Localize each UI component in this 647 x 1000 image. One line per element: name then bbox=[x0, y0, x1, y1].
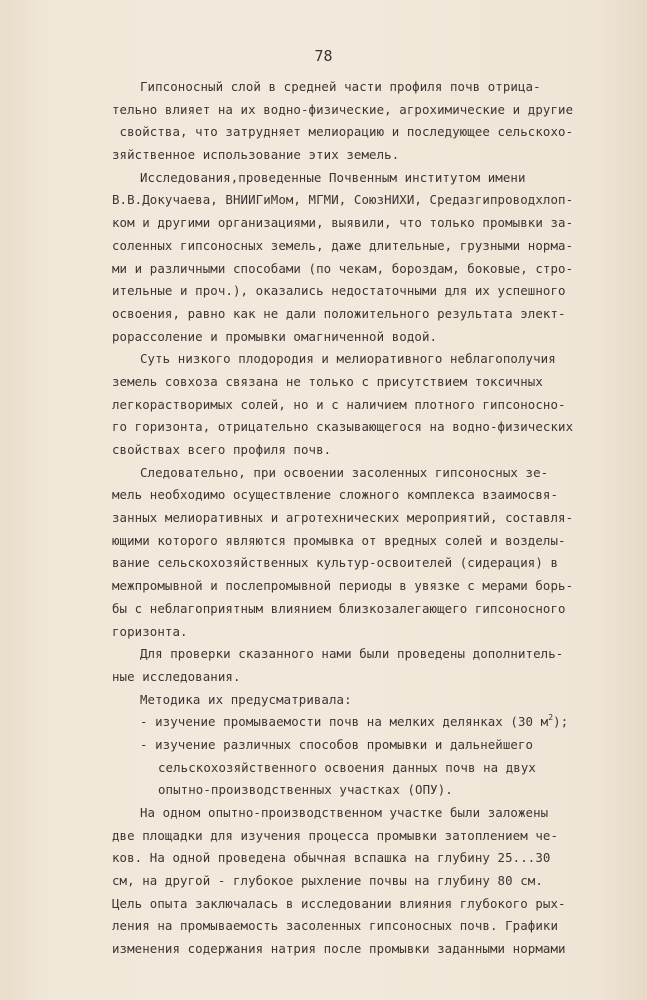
text-line-content: ми и различными способами (по чекам, бороздам, боковые, стро- bbox=[112, 260, 574, 276]
text-line-content: изменения содержания натрия после промывки заданными нормами bbox=[112, 941, 566, 957]
text-line bbox=[112, 915, 612, 938]
text-line-content: Следовательно, при освоении засоленных гипсоносных зе- bbox=[140, 464, 549, 480]
text-line-content: Исследования,проведенные Почвенным институтом имени bbox=[140, 169, 526, 185]
text-line bbox=[112, 280, 612, 303]
text-line bbox=[112, 212, 612, 235]
text-line-content: Цель опыта заключалась в исследовании влияния глубокого рых- bbox=[112, 895, 566, 911]
text-line-content: мель необходимо осуществление сложного комплекса взаимосвя- bbox=[112, 487, 559, 503]
text-line bbox=[112, 167, 612, 190]
text-line-content: рорассоление и промывки омагниченной водой. bbox=[112, 328, 438, 344]
text-line bbox=[112, 462, 612, 485]
text-line-content: свойствах всего профиля почв. bbox=[112, 442, 332, 457]
text-line-content: см, на другой - глубокое рыхление почвы на глубину 80 см. bbox=[112, 873, 543, 889]
text-line bbox=[112, 439, 612, 462]
text-line bbox=[112, 621, 612, 644]
text-line bbox=[112, 552, 612, 575]
text-line-content: - изучение промываемости почв на мелких делянках (30 м bbox=[140, 714, 549, 730]
text-line bbox=[112, 734, 612, 757]
text-line bbox=[112, 303, 612, 326]
text-line bbox=[112, 484, 612, 507]
text-line bbox=[112, 893, 612, 916]
text-line bbox=[112, 258, 612, 281]
superscript: 2 bbox=[548, 713, 554, 723]
text-line bbox=[112, 689, 612, 712]
text-line bbox=[112, 757, 612, 780]
text-line bbox=[112, 121, 612, 144]
text-line-tail: ); bbox=[553, 714, 569, 730]
text-line bbox=[112, 870, 612, 893]
text-line-content: Для проверки сказанного нами были проведены дополнитель- bbox=[140, 646, 564, 662]
text-line-content: - изучение различных способов промывки и дальнейшего bbox=[140, 736, 534, 752]
text-line bbox=[112, 598, 612, 621]
text-line-content: опытно-производственных участках (ОПУ). bbox=[158, 782, 453, 798]
text-line bbox=[112, 530, 612, 553]
text-line-content: Методика их предусматривала: bbox=[140, 691, 352, 707]
text-line-content: сельскохозяйственного освоения данных почв на двух bbox=[158, 759, 536, 775]
text-line-content: горизонта. bbox=[112, 623, 188, 639]
text-line-content: ков. На одной проведена обычная вспашка на глубину 25...30 bbox=[112, 850, 551, 866]
text-line-content: ющими которого являются промывка от вредных солей и возделы- bbox=[112, 532, 566, 548]
text-line bbox=[112, 326, 612, 349]
text-line bbox=[112, 779, 612, 802]
text-line bbox=[112, 371, 612, 394]
text-line-content: зяйственное использование этих земель. bbox=[112, 147, 400, 163]
text-line-content: тельно влияет на их водно-физические, агрохимические и другие bbox=[112, 101, 574, 117]
text-line bbox=[112, 144, 612, 167]
text-line bbox=[112, 394, 612, 417]
text-line-content: межпромывной и послепромывной периоды в увязке с мерами борь- bbox=[112, 578, 574, 594]
text-line-content: ления на промываемость засоленных гипсоносных почв. Графики bbox=[112, 918, 559, 934]
text-line-content: освоения, равно как не дали положительного результата элект- bbox=[112, 305, 566, 321]
text-line-content: Суть низкого плодородия и мелиоративного неблагополучия bbox=[140, 351, 556, 367]
text-line-content: две площадки для изучения процесса промывки затоплением че- bbox=[112, 827, 559, 843]
text-line-content: свойства, что затрудняет мелиорацию и последующее сельскохо- bbox=[112, 124, 574, 140]
text-line bbox=[112, 847, 612, 870]
page-number: 78 bbox=[314, 47, 333, 65]
text-line bbox=[112, 825, 612, 848]
text-line bbox=[112, 938, 612, 961]
text-line-content: В.В.Докучаева, ВНИИГиМом, МГМИ, СоюзНИХИ, Средазгипроводхлоп- bbox=[112, 192, 574, 208]
text-line-content: вание сельскохозяйственных культур-освоителей (сидерация) в bbox=[112, 555, 559, 571]
text-line bbox=[112, 416, 612, 439]
text-line-content: ительные и проч.), оказались недостаточными для их успешного bbox=[112, 283, 566, 299]
text-line bbox=[112, 711, 612, 734]
text-line bbox=[112, 189, 612, 212]
text-line bbox=[112, 507, 612, 530]
text-line-content: го горизонта, отрицательно сказывающегося на водно-физических bbox=[112, 419, 574, 435]
text-line-content: соленных гипсоносных земель, даже длительные, грузными норма- bbox=[112, 237, 574, 253]
body-text bbox=[112, 76, 612, 961]
text-line-content: бы с неблагоприятным влиянием близкозалегающего гипсоносного bbox=[112, 600, 566, 616]
text-line-content: легкорастворимых солей, но и с наличием плотного гипсоносно- bbox=[112, 396, 566, 412]
text-line bbox=[112, 666, 612, 689]
text-line-content: ком и другими организациями, выявили, что только промывки за- bbox=[112, 215, 574, 231]
text-line bbox=[112, 348, 612, 371]
text-line bbox=[112, 575, 612, 598]
text-line bbox=[112, 235, 612, 258]
text-line-content: ные исследования. bbox=[112, 668, 241, 684]
text-line bbox=[112, 99, 612, 122]
text-line bbox=[112, 76, 612, 99]
text-line bbox=[112, 643, 612, 666]
text-line-content: занных мелиоративных и агротехнических мероприятий, составля- bbox=[112, 510, 574, 526]
text-line bbox=[112, 802, 612, 825]
text-line-content: земель совхоза связана не только с присутствием токсичных bbox=[112, 373, 543, 389]
text-line-content: Гипсоносный слой в средней части профиля почв отрица- bbox=[140, 79, 541, 94]
text-line-content: На одном опытно-производственном участке были заложены bbox=[140, 805, 549, 820]
